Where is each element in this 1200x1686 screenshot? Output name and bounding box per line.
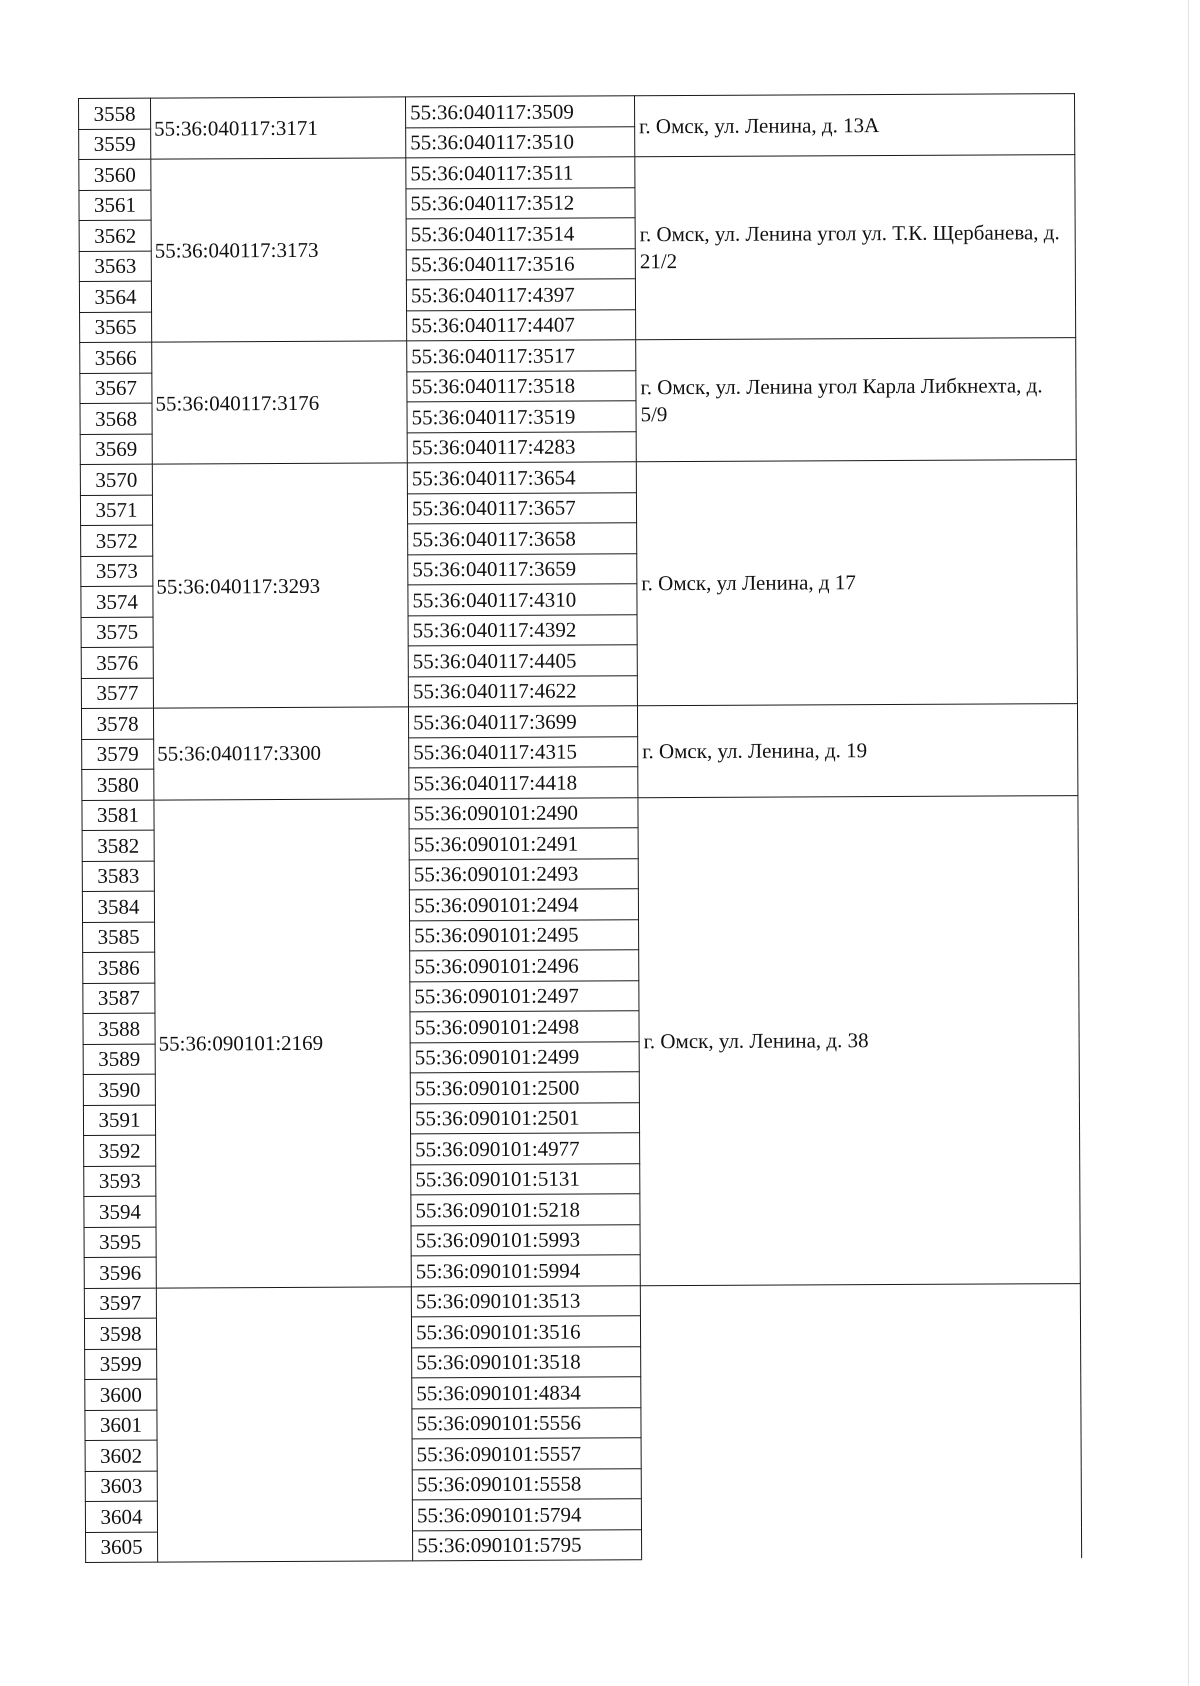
row-number: 3599: [85, 1349, 157, 1380]
row-number: 3593: [84, 1166, 156, 1197]
parent-cadastral-number: 55:36:040117:3300: [153, 707, 408, 800]
row-number: 3563: [79, 251, 151, 282]
cadastral-number: 55:36:040117:4407: [407, 309, 636, 341]
row-number: 3586: [83, 952, 155, 983]
cadastral-number: 55:36:090101:4977: [411, 1133, 640, 1165]
row-number: 3578: [81, 708, 153, 739]
cadastral-number: 55:36:090101:2490: [409, 797, 638, 829]
cadastral-number: 55:36:090101:5993: [411, 1224, 640, 1256]
cadastral-number: 55:36:040117:4405: [408, 645, 637, 677]
row-number: 3597: [84, 1288, 156, 1319]
row-number: 3594: [84, 1196, 156, 1227]
table-row: [84, 1283, 1080, 1318]
table-row: [79, 94, 1075, 129]
row-number: 3573: [81, 556, 153, 587]
cadastral-number: 55:36:090101:5994: [411, 1255, 640, 1287]
cadastral-number: 55:36:090101:5131: [411, 1163, 640, 1195]
row-number: 3559: [79, 129, 151, 160]
table-row: [80, 460, 1076, 495]
cadastral-number: 55:36:090101:5794: [412, 1499, 641, 1531]
cadastral-number: 55:36:090101:5218: [411, 1194, 640, 1226]
table-row: [80, 338, 1076, 373]
row-number: 3585: [83, 922, 155, 953]
cadastral-table: [78, 93, 1082, 1563]
row-number: 3591: [83, 1105, 155, 1136]
parent-cadastral-number: 55:36:040117:3176: [152, 341, 408, 464]
row-number: 3584: [82, 891, 154, 922]
cadastral-number: 55:36:040117:3517: [407, 340, 636, 372]
row-number: 3600: [85, 1379, 157, 1410]
row-number: 3571: [80, 495, 152, 526]
cadastral-table-body: [79, 94, 1082, 1563]
address-cell: г. Омск, ул. Ленина, д. 38: [638, 795, 1080, 1285]
parent-cadastral-number: 55:36:040117:3293: [152, 463, 408, 708]
row-number: 3558: [79, 98, 151, 129]
cadastral-number: 55:36:090101:4834: [412, 1377, 641, 1409]
row-number: 3581: [82, 800, 154, 831]
address-cell: [640, 1283, 1081, 1560]
scan-edge-line: [1188, 0, 1189, 1686]
cadastral-number: 55:36:090101:2500: [410, 1072, 639, 1104]
row-number: 3592: [84, 1135, 156, 1166]
cadastral-number: 55:36:090101:2501: [410, 1102, 639, 1134]
row-number: 3590: [83, 1074, 155, 1105]
address-cell: г. Омск, ул. Ленина, д. 19: [637, 704, 1077, 798]
cadastral-number: 55:36:040117:4310: [408, 584, 637, 616]
parent-cadastral-number: 55:36:040117:3171: [151, 97, 406, 159]
cadastral-number: 55:36:040117:3658: [408, 523, 637, 555]
cadastral-number: 55:36:040117:4392: [408, 614, 637, 646]
cadastral-number: 55:36:090101:2493: [409, 858, 638, 890]
cadastral-number: 55:36:040117:3659: [408, 553, 637, 585]
cadastral-number: 55:36:040117:3519: [407, 401, 636, 433]
table-row: [79, 155, 1075, 190]
row-number: 3595: [84, 1227, 156, 1258]
cadastral-number: 55:36:040117:4315: [409, 736, 638, 768]
cadastral-number: 55:36:040117:4418: [409, 767, 638, 799]
cadastral-number: 55:36:040117:3516: [406, 248, 635, 280]
row-number: 3575: [81, 617, 153, 648]
cadastral-number: 55:36:090101:3518: [412, 1346, 641, 1378]
parent-cadastral-number: 55:36:040117:3173: [151, 158, 407, 342]
cadastral-number: 55:36:040117:4622: [408, 675, 637, 707]
table-row: [82, 795, 1078, 830]
row-number: 3604: [85, 1501, 157, 1532]
cadastral-number: 55:36:040117:3509: [405, 96, 634, 128]
row-number: 3576: [81, 647, 153, 678]
row-number: 3583: [82, 861, 154, 892]
row-number: 3565: [80, 312, 152, 343]
cadastral-number: 55:36:090101:5556: [412, 1407, 641, 1439]
row-number: 3589: [83, 1044, 155, 1075]
row-number: 3601: [85, 1410, 157, 1441]
cadastral-number: 55:36:040117:3654: [407, 462, 636, 494]
cadastral-number: 55:36:040117:3518: [407, 370, 636, 402]
row-number: 3602: [85, 1440, 157, 1471]
row-number: 3588: [83, 1013, 155, 1044]
row-number: 3569: [80, 434, 152, 465]
cadastral-number: 55:36:040117:3657: [407, 492, 636, 524]
cadastral-number: 55:36:090101:2496: [410, 950, 639, 982]
table-row: [81, 704, 1077, 739]
cadastral-number: 55:36:090101:5558: [412, 1468, 641, 1500]
cadastral-number: 55:36:090101:2497: [410, 980, 639, 1012]
row-number: 3567: [80, 373, 152, 404]
address-cell: г. Омск, ул. Ленина угол ул. Т.К. Щербанева, д. 21/2: [635, 155, 1076, 340]
cadastral-number: 55:36:040117:3510: [406, 126, 635, 158]
address-cell: г. Омск, ул Ленина, д 17: [636, 460, 1077, 706]
address-cell: г. Омск, ул. Ленина, д. 13А: [634, 94, 1074, 157]
cadastral-number: 55:36:090101:3516: [411, 1316, 640, 1348]
cadastral-number: 55:36:090101:2491: [409, 828, 638, 860]
cadastral-number: 55:36:090101:3513: [411, 1285, 640, 1317]
row-number: 3582: [82, 830, 154, 861]
cadastral-number: 55:36:040117:3699: [408, 706, 637, 738]
row-number: 3587: [83, 983, 155, 1014]
cadastral-number: 55:36:040117:4283: [407, 431, 636, 463]
row-number: 3580: [82, 769, 154, 800]
row-number: 3574: [81, 586, 153, 617]
row-number: 3598: [84, 1318, 156, 1349]
row-number: 3572: [81, 525, 153, 556]
cadastral-number: 55:36:090101:2495: [410, 919, 639, 951]
cadastral-number: 55:36:090101:2498: [410, 1011, 639, 1043]
cadastral-number: 55:36:090101:5795: [413, 1529, 642, 1561]
row-number: 3577: [81, 678, 153, 709]
row-number: 3568: [80, 403, 152, 434]
row-number: 3570: [80, 464, 152, 495]
cadastral-number: 55:36:090101:5557: [412, 1438, 641, 1470]
row-number: 3562: [79, 220, 151, 251]
row-number: 3603: [85, 1471, 157, 1502]
address-cell: г. Омск, ул. Ленина угол Карла Либкнехта, д. 5/9: [636, 338, 1077, 462]
cadastral-number: 55:36:040117:3512: [406, 187, 635, 219]
row-number: 3564: [79, 281, 151, 312]
row-number: 3579: [82, 739, 154, 770]
row-number: 3596: [84, 1257, 156, 1288]
row-number: 3561: [79, 190, 151, 221]
cadastral-number: 55:36:090101:2494: [409, 889, 638, 921]
cadastral-number: 55:36:040117:4397: [406, 279, 635, 311]
row-number: 3560: [79, 159, 151, 190]
parent-cadastral-number: 55:36:090101:2169: [154, 798, 411, 1287]
cadastral-number: 55:36:040117:3511: [406, 157, 635, 189]
cadastral-number: 55:36:040117:3514: [406, 218, 635, 250]
cadastral-number: 55:36:090101:2499: [410, 1041, 639, 1073]
parent-cadastral-number: [156, 1286, 412, 1562]
row-number: 3566: [80, 342, 152, 373]
row-number: 3605: [86, 1532, 158, 1563]
